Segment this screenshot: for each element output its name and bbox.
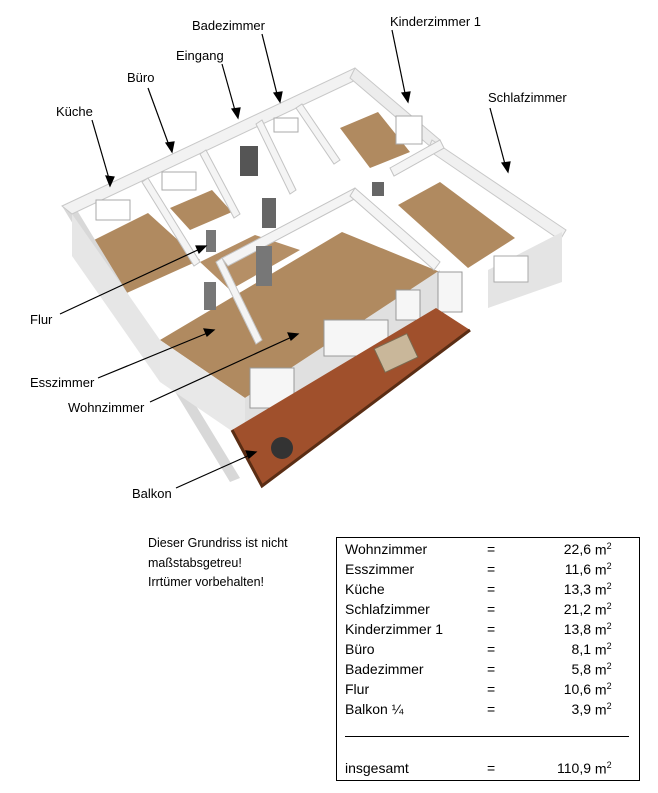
equals-sign: = (487, 561, 496, 577)
room-name: Flur (345, 681, 370, 697)
unit: $m^2$ (594, 701, 612, 718)
area-row (345, 561, 631, 581)
pointer-balkon (176, 454, 252, 488)
total-label: insgesamt (345, 760, 409, 776)
equals-sign: = (487, 661, 496, 677)
window-living-3 (396, 290, 420, 320)
room-name: Balkon ¼ (345, 701, 404, 717)
window-bath (274, 118, 298, 132)
door-flur (204, 282, 216, 310)
pointer-buero (148, 88, 170, 148)
label-balkon: Balkon (132, 486, 172, 501)
room-name: Küche (345, 581, 385, 597)
room-name: Esszimmer (345, 561, 415, 577)
unit: $m^2$ (594, 561, 612, 578)
equals-sign: = (487, 760, 496, 776)
label-eingang: Eingang (176, 48, 224, 63)
disclaimer (148, 534, 288, 593)
window-office (162, 172, 196, 190)
unit: $m^2$ (594, 601, 612, 618)
label-esszimmer: Esszimmer (30, 375, 95, 390)
door-kitchen (206, 230, 216, 252)
label-kueche: Küche (56, 104, 93, 119)
pointer-badezimmer (262, 34, 278, 98)
label-kinderzimmer: Kinderzimmer 1 (390, 14, 482, 29)
room-name: Wohnzimmer (345, 541, 428, 557)
room-name: Kinderzimmer 1 (345, 621, 444, 637)
unit: $m^2$ (594, 760, 612, 777)
room-name: Badezimmer (345, 661, 424, 677)
equals-sign: = (487, 541, 496, 557)
unit: $m^2$ (594, 541, 612, 558)
disclaimer-line: Dieser Grundriss ist nicht (148, 536, 288, 550)
room-area: 8,1 (571, 641, 591, 657)
unit: $m^2$ (594, 621, 612, 638)
equals-sign: = (487, 681, 496, 697)
area-table (336, 537, 640, 781)
area-row (345, 661, 631, 681)
room-area: 5,8 (571, 661, 591, 677)
room-area: 10,6 (563, 681, 591, 697)
label-buero: Büro (127, 70, 155, 85)
unit: $m^2$ (594, 661, 612, 678)
room-area: 13,3 (563, 581, 591, 597)
area-row (345, 581, 631, 601)
label-badezimmer: Badezimmer (192, 18, 265, 33)
room-area: 11,6 (564, 561, 591, 577)
wall-child (296, 104, 340, 164)
door-entrance (240, 146, 258, 176)
total-value: 110,9 (557, 760, 591, 776)
disclaimer-line: maßstabsgetreu! (148, 555, 242, 570)
equals-sign: = (487, 641, 496, 657)
label-flur: Flur (30, 312, 53, 327)
unit: $m^2$ (594, 641, 612, 658)
area-row (345, 621, 631, 641)
total-row (345, 760, 631, 780)
label-schlafzimmer: Schlafzimmer (488, 90, 567, 105)
unit: $m^2$ (594, 581, 612, 598)
area-row (345, 701, 631, 721)
pointer-schlafzimmer (490, 108, 506, 168)
door-hall (256, 246, 272, 286)
equals-sign: = (487, 621, 496, 637)
room-area: 13,8 (563, 621, 591, 637)
door-office (262, 198, 276, 228)
door-balcony (438, 272, 462, 312)
room-area: 21,2 (563, 601, 591, 617)
pointer-kinderzimmer (392, 30, 406, 98)
room-name: Schlafzimmer (345, 601, 430, 617)
room-area: 3,9 (571, 701, 591, 717)
door-bedroom (372, 182, 384, 196)
equals-sign: = (487, 601, 496, 617)
area-row (345, 681, 631, 701)
pointer-eingang (222, 64, 236, 114)
unit: $m^2$ (594, 681, 612, 698)
table-separator (345, 736, 629, 737)
balcony-plant (271, 437, 293, 459)
room-area: 22,6 (563, 541, 591, 557)
area-row (345, 641, 631, 661)
area-row (345, 541, 631, 561)
label-wohnzimmer: Wohnzimmer (68, 400, 145, 415)
pointer-kueche (92, 120, 110, 182)
window-bedroom-side (494, 256, 528, 282)
equals-sign: = (487, 701, 496, 717)
room-name: Büro (345, 641, 375, 657)
disclaimer-line: Irrtümer vorbehalten! (148, 575, 265, 589)
equals-sign: = (487, 581, 496, 597)
window-kitchen (96, 200, 130, 220)
window-child (396, 116, 422, 144)
area-row (345, 601, 631, 621)
